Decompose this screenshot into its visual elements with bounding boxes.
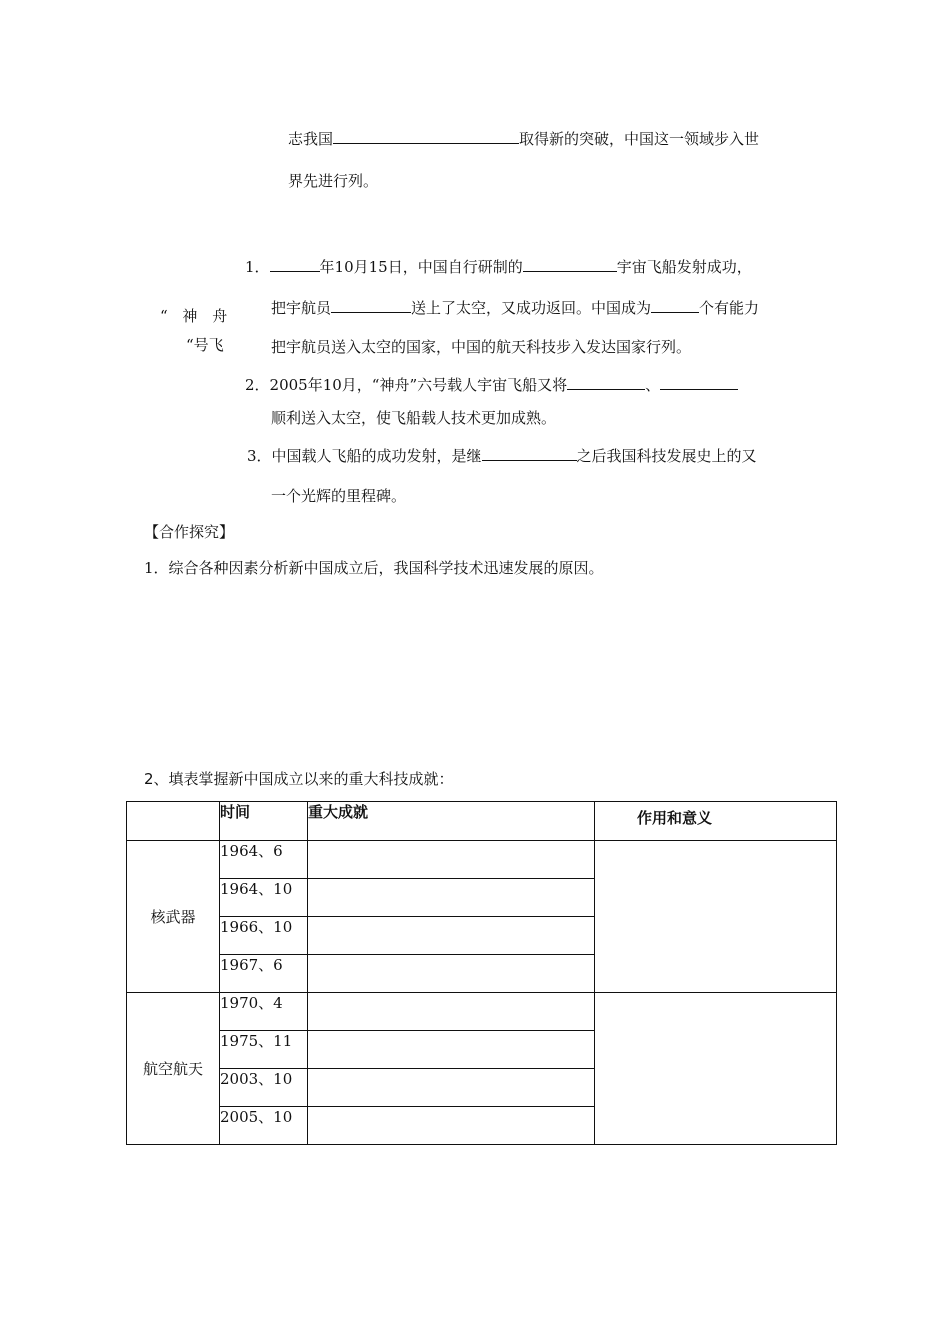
blank-field xyxy=(270,255,320,272)
significance-cell-aerospace[interactable] xyxy=(595,993,837,1145)
achievement-cell[interactable] xyxy=(308,917,595,955)
year-cell: 1967、6 xyxy=(220,955,308,993)
side-label-line-2: “号飞 xyxy=(186,336,224,354)
intro-line-2: 界先进行列。 xyxy=(288,172,379,190)
blank-field xyxy=(333,127,519,144)
header-achievement: 重大成就 xyxy=(308,802,595,841)
significance-cell-nuclear[interactable] xyxy=(595,841,837,993)
year-cell: 2005、10 xyxy=(220,1107,308,1145)
header-blank xyxy=(127,802,220,841)
table-row xyxy=(127,841,837,879)
intro-line-1: 志我国 取得新的突破，中国这一领域步入世 xyxy=(288,127,759,149)
question-2: 2、填表掌握新中国成立以来的重大科技成就： xyxy=(144,770,454,788)
year-cell: 1966、10 xyxy=(220,917,308,955)
year-cell: 1975、11 xyxy=(220,1031,308,1069)
header-time: 时间 xyxy=(220,802,308,841)
blank-field xyxy=(567,373,645,390)
blank-field xyxy=(482,444,577,461)
question-1: 1．综合各种因素分析新中国成立后，我国科学技术迅速发展的原因。 xyxy=(144,559,604,577)
group-label-nuclear: 核武器 xyxy=(127,841,220,993)
section-title: 【合作探究】 xyxy=(144,523,235,541)
achievement-cell[interactable] xyxy=(308,841,595,879)
achievement-cell[interactable] xyxy=(308,955,595,993)
item-1-line-2: 把宇航员 送上了太空，又成功返回。中国成为 个有能力 xyxy=(271,296,759,318)
achievements-table xyxy=(126,801,837,1145)
achievement-cell[interactable] xyxy=(308,993,595,1031)
year-cell: 1964、10 xyxy=(220,879,308,917)
blank-field xyxy=(660,373,738,390)
achievement-cell[interactable] xyxy=(308,1069,595,1107)
item-2-line-1: 2．2005年10月，“神舟”六号载人宇宙飞船又将 、 xyxy=(245,373,738,395)
item-2-line-2: 顺利送入太空，使飞船载人技术更加成熟。 xyxy=(271,409,557,427)
blank-field xyxy=(651,296,699,313)
item-1-line-1: 1． 年10月15日，中国自行研制的 宇宙飞船发射成功， xyxy=(245,255,752,277)
achievement-cell[interactable] xyxy=(308,1107,595,1145)
year-cell: 1970、4 xyxy=(220,993,308,1031)
header-significance: 作用和意义 xyxy=(595,802,837,841)
item-3-line-2: 一个光辉的里程碑。 xyxy=(271,487,407,505)
item-1-line-3: 把宇航员送入太空的国家，中国的航天科技步入发达国家行列。 xyxy=(271,338,692,356)
blank-field xyxy=(523,255,617,272)
year-cell: 2003、10 xyxy=(220,1069,308,1107)
item-3-line-1: 3．中国载人飞船的成功发射，是继 之后我国科技发展史上的又 xyxy=(247,444,757,466)
table-header-row xyxy=(127,802,837,841)
group-label-aerospace: 航空航天 xyxy=(127,993,220,1145)
table-row xyxy=(127,993,837,1031)
side-label-line-1: “ 神 舟 xyxy=(160,307,228,325)
achievement-cell[interactable] xyxy=(308,1031,595,1069)
blank-field xyxy=(331,296,411,313)
year-cell: 1964、6 xyxy=(220,841,308,879)
achievement-cell[interactable] xyxy=(308,879,595,917)
